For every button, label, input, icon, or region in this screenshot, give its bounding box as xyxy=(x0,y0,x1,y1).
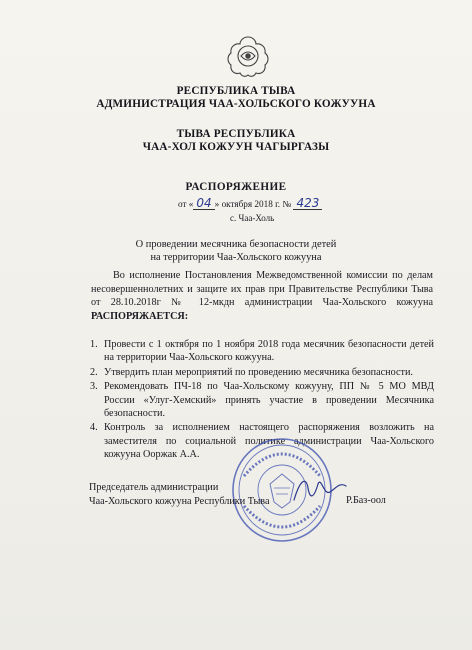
signatory-name: Р.Баз-оол xyxy=(346,495,386,506)
document-type-title: РАСПОРЯЖЕНИЕ xyxy=(185,181,287,193)
header-republic-ru: РЕСПУБЛИКА ТЫВА xyxy=(176,85,296,97)
signatory-title xyxy=(89,481,270,508)
item-text: Утвердить план мероприятий по проведению месячника безопасности. xyxy=(104,366,413,378)
item-text: Контроль за исполнением настоящего распоряжения возложить на заместителя по социальной политике администрации Чаа-Хольского кожууна Ооржак А.А. xyxy=(104,422,434,461)
handwritten-day: 04 xyxy=(193,198,214,210)
list-item xyxy=(90,338,434,365)
item-number: 3. xyxy=(90,381,98,393)
subject-line-1: О проведении месячника безопасности детей xyxy=(135,239,337,250)
subject-line-2: на территории Чаа-Хольского кожууна xyxy=(150,252,322,263)
date-mid: » октября 2018 г. № xyxy=(214,199,292,209)
item-text: Рекомендовать ПЧ-18 по Чаа-Хольскому кожууну, ПП № 5 МО МВД России «Улуг-Хемский» принять участие в проведении Месячника безопасности. xyxy=(104,381,434,420)
header-republic-tyv: ТЫВА РЕСПУБЛИКА xyxy=(176,128,296,140)
handwritten-number: 423 xyxy=(293,198,322,210)
handwritten-signature-icon xyxy=(290,470,350,510)
place: с. Чаа-Холь xyxy=(230,213,275,223)
list-item xyxy=(90,366,434,379)
date-prefix: от « xyxy=(178,199,194,209)
item-number: 2. xyxy=(90,366,98,378)
subject xyxy=(0,238,472,264)
date-line xyxy=(178,198,322,210)
directive-word: РАСПОРЯЖАЕТСЯ: xyxy=(91,310,189,322)
item-number: 4. xyxy=(90,422,98,434)
item-number: 1. xyxy=(90,339,98,350)
signatory-title-line-2: Чаа-Хольского кожууна Республики Тыва xyxy=(89,495,270,507)
signatory-title-line-1: Председатель администрации xyxy=(89,482,219,493)
preamble-paragraph xyxy=(91,269,433,323)
coat-of-arms-emblem-icon xyxy=(226,34,270,78)
header-administration-ru: АДМИНИСТРАЦИЯ ЧАА-ХОЛЬСКОГО КОЖУУНА xyxy=(96,98,376,110)
header-administration-tyv: ЧАА-ХОЛ КОЖУУН ЧАГЫРГАЗЫ xyxy=(142,141,330,153)
list-item xyxy=(90,380,434,420)
item-text: Провести с 1 октября по 1 ноября 2018 года месячник безопасности детей на территории Чаа-Хольского кожууна. xyxy=(104,339,434,364)
preamble-text: Во исполнение Постановления Межведомственной комиссии по делам несовершеннолетних и защите их прав при Правительстве Республики Тыва от 28.10.2018г № 12-мкдн администрации Чаа-Хольского кожууна xyxy=(91,270,433,309)
